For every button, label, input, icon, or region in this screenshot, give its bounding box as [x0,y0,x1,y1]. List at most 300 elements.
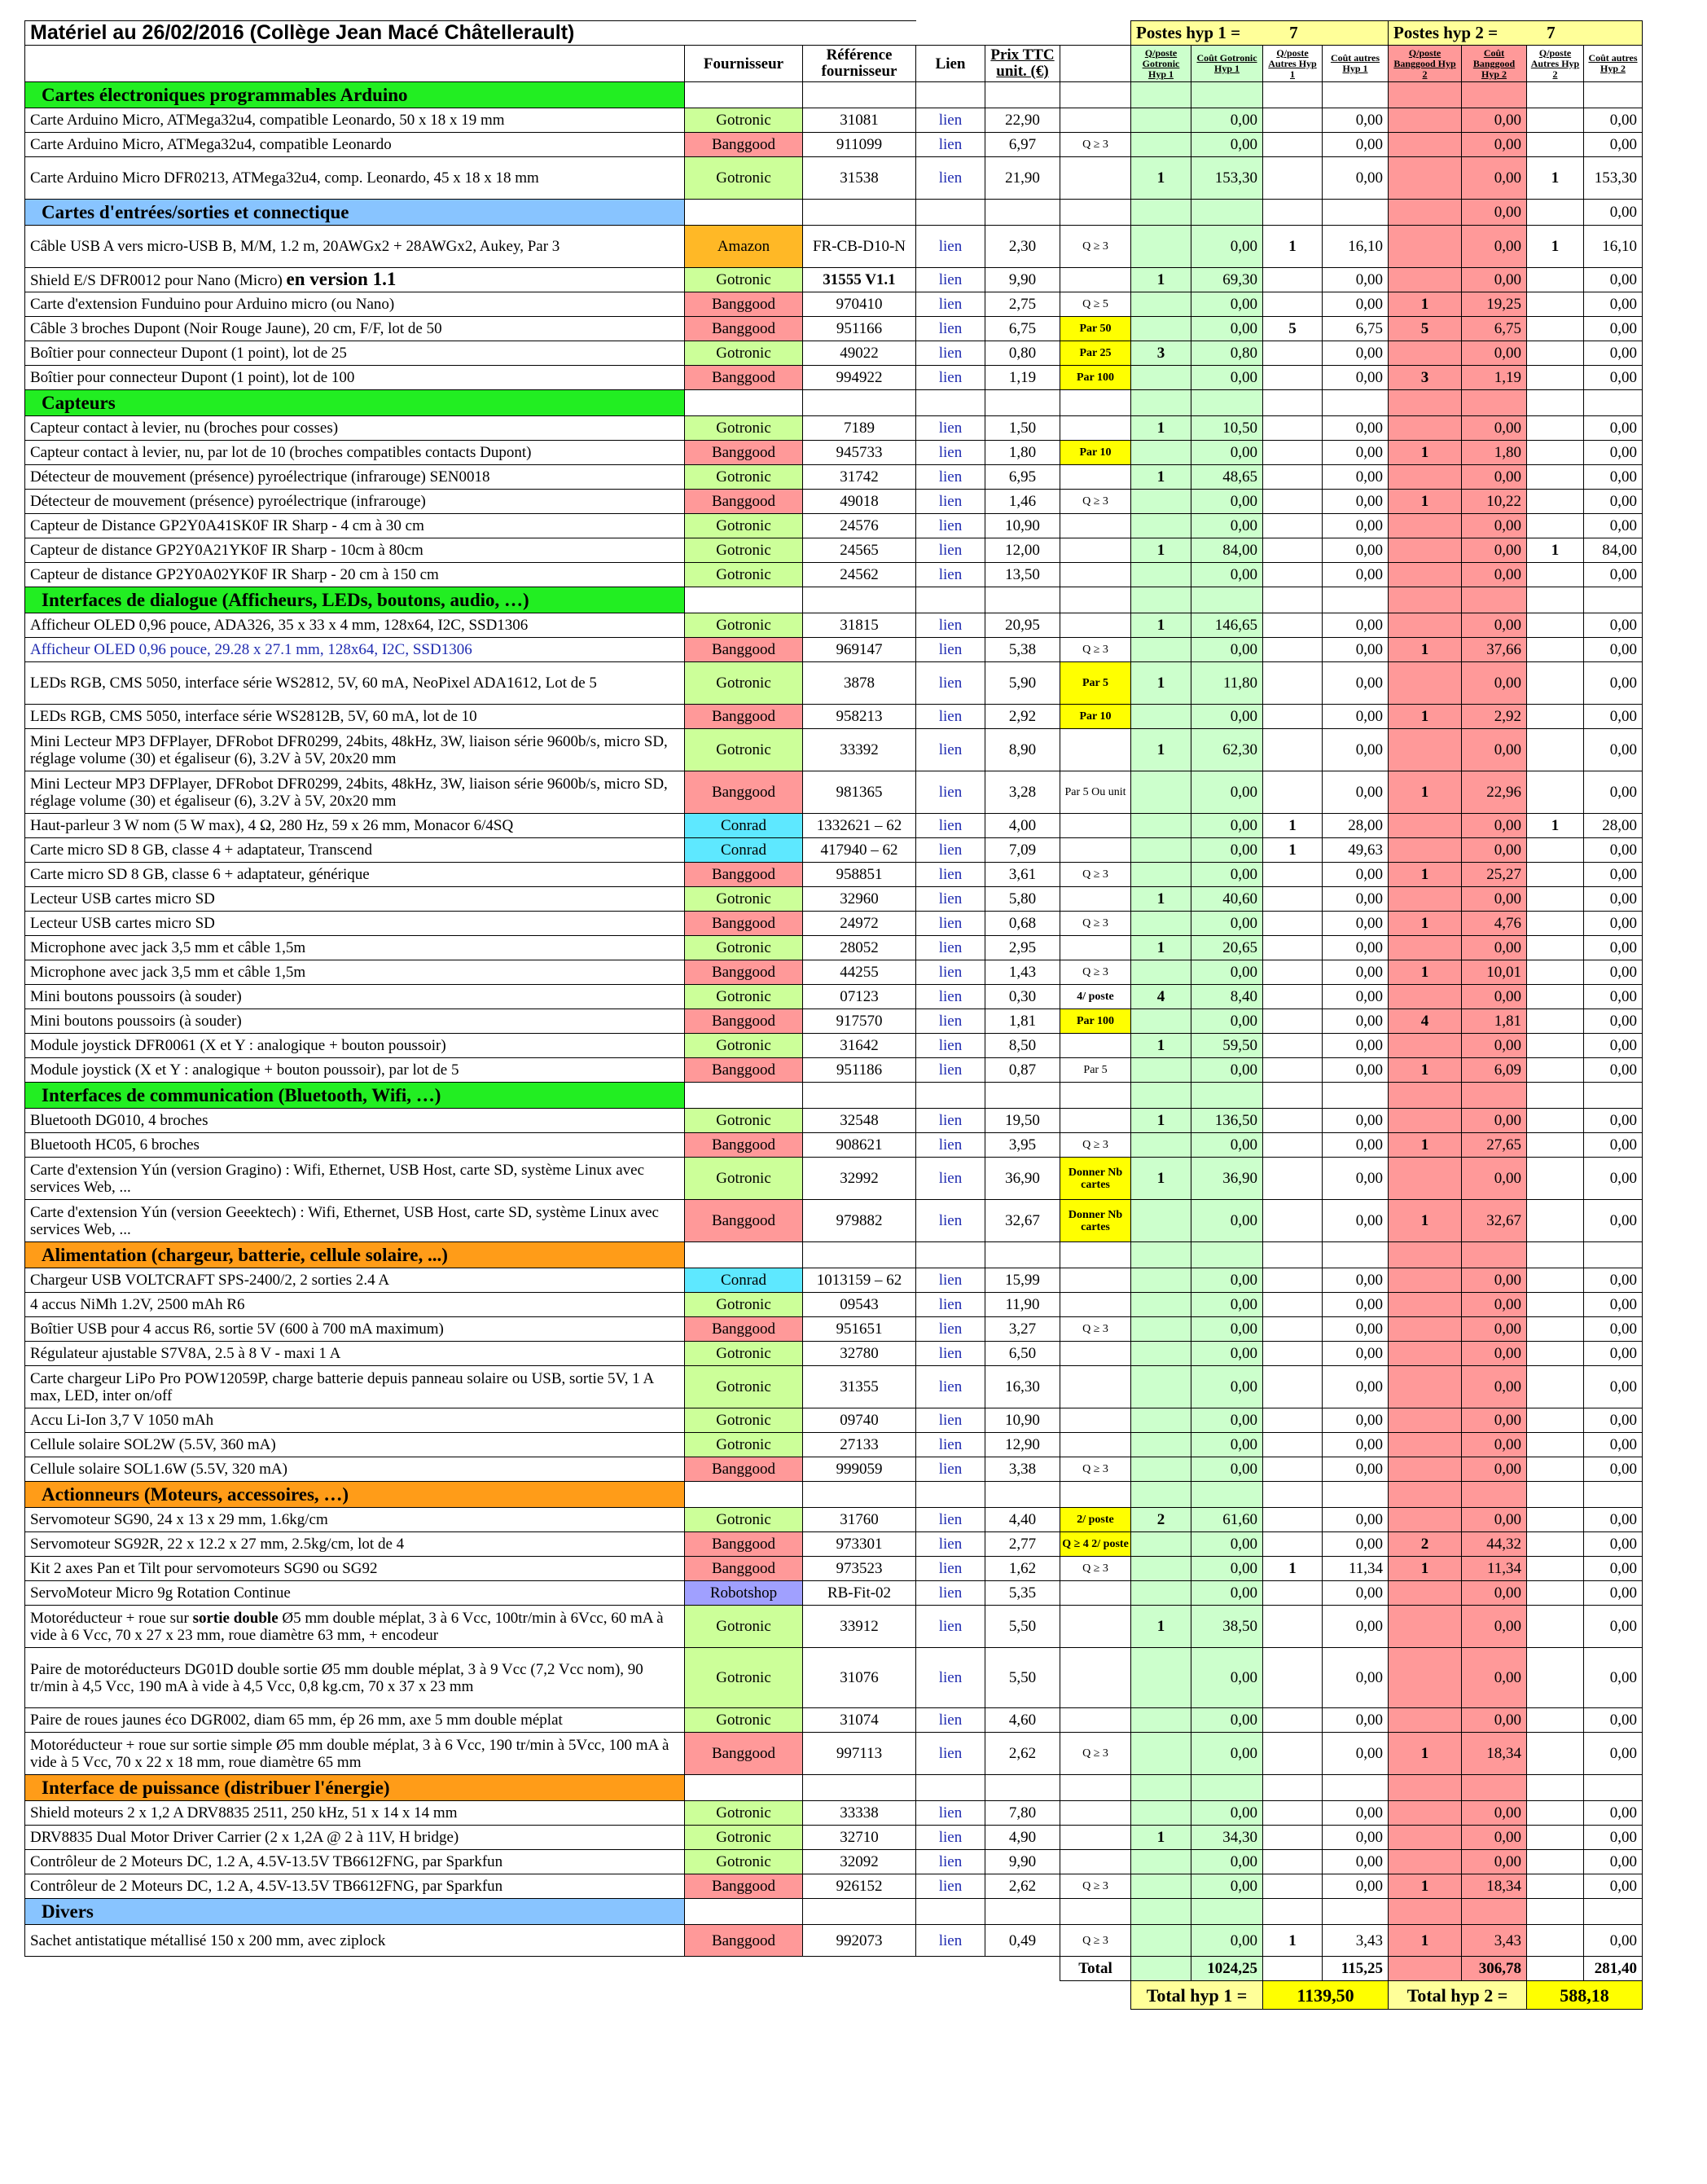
item-description [25,1826,685,1850]
q-banggood-2-cell: 1 [1389,1058,1462,1083]
category-empty-cell [1060,1899,1131,1925]
item-description-text: Module joystick (X et Y : analogique + bouton poussoir), par lot de 5 [30,1061,459,1079]
product-link[interactable]: lien [916,771,985,814]
category-empty-cell [803,82,916,108]
cout-autres-2-cell: 0,00 [1584,1850,1643,1874]
title-spacer [803,21,916,46]
q-banggood-2-cell [1389,1158,1462,1200]
q-autres-2-cell [1527,1606,1584,1648]
cout-gotronic-1-cell: 0,00 [1191,863,1263,887]
total-q-banggood-2 [1389,1957,1462,1981]
product-link[interactable]: lien [916,1268,985,1293]
q-banggood-2-cell: 1 [1389,912,1462,936]
cout-autres-1-cell: 0,00 [1323,441,1389,465]
item-description-text: Câble USB A vers micro-USB B, M/M, 1.2 m, 20AWGx2 + 28AWGx2, Aukey, Par 3 [30,238,560,255]
product-link[interactable]: lien [916,1342,985,1366]
product-link[interactable]: lien [916,1408,985,1433]
reference-cell: 992073 [803,1925,916,1957]
product-link[interactable]: lien [916,1708,985,1733]
q-autres-2-cell [1527,887,1584,912]
cout-gotronic-1-cell: 0,00 [1191,490,1263,514]
cout-gotronic-1-cell: 0,00 [1191,1293,1263,1317]
price-cell: 16,30 [985,1366,1060,1408]
product-link[interactable]: lien [916,1733,985,1775]
cout-autres-2-cell: 0,00 [1584,317,1643,341]
product-link[interactable]: lien [916,366,985,390]
item-row [25,1733,1643,1775]
cout-autres-2-cell: 0,00 [1584,936,1643,960]
q-autres-2-cell [1527,912,1584,936]
q-gotronic-1-cell [1131,1482,1191,1508]
product-link[interactable]: lien [916,1874,985,1899]
hyp2-count: 7 [1547,23,1556,42]
product-link[interactable]: lien [916,729,985,771]
cout-gotronic-1-cell: 61,60 [1191,1508,1263,1532]
cout-autres-1-cell: 0,00 [1323,1200,1389,1242]
category-title: Divers [25,1899,685,1925]
cout-autres-2-cell: 0,00 [1584,1708,1643,1733]
q-banggood-2-cell [1389,226,1462,268]
product-link[interactable]: lien [916,416,985,441]
q-banggood-2-cell [1389,1581,1462,1606]
quantity-note-cell [1060,1850,1131,1874]
price-cell: 4,90 [985,1826,1060,1850]
cout-gotronic-1-cell: 0,00 [1191,1342,1263,1366]
cout-autres-2-cell: 0,00 [1584,613,1643,638]
item-row [25,1801,1643,1826]
cout-autres-2-cell: 0,00 [1584,1606,1643,1648]
product-link[interactable]: lien [916,490,985,514]
item-row [25,1532,1643,1557]
product-link[interactable]: lien [916,1200,985,1242]
item-description [25,441,685,465]
item-row [25,1826,1643,1850]
supplier-cell: Gotronic [685,985,803,1009]
header-row [25,46,1643,82]
supplier-cell: Gotronic [685,1408,803,1433]
reference-cell: 31355 [803,1366,916,1408]
q-gotronic-1-cell [1131,441,1191,465]
cout-gotronic-1-cell: 48,65 [1191,465,1263,490]
item-description [25,638,685,662]
q-banggood-2-cell [1389,416,1462,441]
quantity-note-cell: Q ≥ 3 [1060,1733,1131,1775]
cout-autres-1-cell [1323,1775,1389,1801]
quantity-note-cell [1060,1408,1131,1433]
cout-banggood-2-cell: 22,96 [1462,771,1527,814]
cout-autres-2-cell: 0,00 [1584,1508,1643,1532]
category-empty-cell [916,1083,985,1109]
product-link[interactable]: lien [916,441,985,465]
cout-autres-1-cell [1323,1482,1389,1508]
cout-gotronic-1-cell: 0,00 [1191,317,1263,341]
q-autres-2-cell [1527,1268,1584,1293]
q-autres-1-cell [1263,1293,1323,1317]
quantity-note-cell [1060,1826,1131,1850]
product-link[interactable]: lien [916,1532,985,1557]
header-fournisseur: Fournisseur [685,46,803,82]
item-description [25,563,685,587]
product-link[interactable]: lien [916,638,985,662]
cout-autres-2-cell: 0,00 [1584,960,1643,985]
q-banggood-2-cell: 4 [1389,1009,1462,1034]
q-autres-1-cell [1263,1708,1323,1733]
q-banggood-2-cell: 1 [1389,863,1462,887]
q-gotronic-1-cell [1131,490,1191,514]
product-link[interactable]: lien [916,1366,985,1408]
cout-banggood-2-cell [1462,1775,1527,1801]
cout-autres-2-cell [1584,1899,1643,1925]
cout-banggood-2-cell: 0,00 [1462,1826,1527,1850]
product-link[interactable]: lien [916,1158,985,1200]
header-cout-banggood-2: Coût Banggood Hyp 2 [1462,46,1527,82]
q-autres-1-cell [1263,1200,1323,1242]
q-banggood-2-cell [1389,1293,1462,1317]
q-banggood-2-cell [1389,1606,1462,1648]
price-cell: 2,62 [985,1874,1060,1899]
item-description [25,863,685,887]
product-link[interactable]: lien [916,1826,985,1850]
product-link[interactable]: lien [916,1648,985,1708]
cout-banggood-2-cell [1462,587,1527,613]
cout-gotronic-1-cell: 0,00 [1191,771,1263,814]
product-link[interactable]: lien [916,1009,985,1034]
q-autres-2-cell [1527,1342,1584,1366]
reference-cell: 417940 – 62 [803,838,916,863]
item-description-text: Servomoteur SG92R, 22 x 12.2 x 27 mm, 2.5kg/cm, lot de 4 [30,1536,405,1553]
product-link[interactable]: lien [916,985,985,1009]
product-link[interactable]: lien [916,936,985,960]
item-description [25,108,685,133]
supplier-cell: Banggood [685,490,803,514]
q-autres-2-cell [1527,133,1584,157]
product-link[interactable]: lien [916,226,985,268]
q-autres-2-cell [1527,1009,1584,1034]
supplier-cell: Gotronic [685,613,803,638]
price-cell: 2,75 [985,292,1060,317]
q-banggood-2-cell [1389,1034,1462,1058]
q-gotronic-1-cell: 1 [1131,1826,1191,1850]
supplier-cell: Banggood [685,133,803,157]
supplier-cell: Banggood [685,912,803,936]
quantity-note-cell: Q ≥ 3 [1060,1925,1131,1957]
q-gotronic-1-cell: 1 [1131,887,1191,912]
product-link[interactable]: lien [916,1133,985,1158]
cout-autres-1-cell: 0,00 [1323,613,1389,638]
cout-autres-2-cell: 0,00 [1584,563,1643,587]
item-description-text: Bluetooth HC05, 6 broches [30,1136,200,1154]
category-row [25,1083,1643,1109]
cout-gotronic-1-cell: 0,00 [1191,1200,1263,1242]
cout-autres-2-cell: 0,00 [1584,1158,1643,1200]
q-gotronic-1-cell [1131,705,1191,729]
product-link[interactable]: lien [916,863,985,887]
price-cell: 19,50 [985,1109,1060,1133]
q-autres-2-cell [1527,985,1584,1009]
product-link[interactable]: lien [916,1457,985,1482]
product-link[interactable]: lien [916,1058,985,1083]
q-gotronic-1-cell: 3 [1131,341,1191,366]
supplier-cell: Gotronic [685,1606,803,1648]
q-autres-2-cell [1527,1058,1584,1083]
reference-cell: 49018 [803,490,916,514]
q-autres-1-cell [1263,1433,1323,1457]
cout-autres-2-cell: 0,00 [1584,1109,1643,1133]
product-link[interactable]: lien [916,1606,985,1648]
supplier-cell: Banggood [685,1532,803,1557]
cout-banggood-2-cell [1462,82,1527,108]
product-link[interactable]: lien [916,292,985,317]
supplier-cell: Gotronic [685,268,803,292]
q-autres-1-cell [1263,1268,1323,1293]
cout-banggood-2-cell: 0,00 [1462,936,1527,960]
cout-autres-1-cell: 0,00 [1323,1606,1389,1648]
supplier-cell: Banggood [685,1925,803,1957]
product-link[interactable]: lien [916,108,985,133]
item-description-text: Cellule solaire SOL1.6W (5.5V, 320 mA) [30,1461,287,1478]
reference-cell: 958851 [803,863,916,887]
q-gotronic-1-cell: 1 [1131,613,1191,638]
q-autres-2-cell [1527,1158,1584,1200]
product-link[interactable]: lien [916,662,985,705]
cout-autres-2-cell: 0,00 [1584,1317,1643,1342]
product-link[interactable]: lien [916,563,985,587]
cout-autres-2-cell: 0,00 [1584,912,1643,936]
quantity-note-cell: Par 10 [1060,705,1131,729]
cout-autres-1-cell: 0,00 [1323,465,1389,490]
quantity-note-cell [1060,465,1131,490]
category-empty-cell [916,1899,985,1925]
cout-gotronic-1-cell: 10,50 [1191,416,1263,441]
product-link[interactable]: lien [916,1581,985,1606]
cout-gotronic-1-cell: 0,00 [1191,1874,1263,1899]
item-description-text: Mini boutons poussoirs (à souder) [30,988,242,1005]
product-link[interactable]: lien [916,1850,985,1874]
item-description-text: Kit 2 axes Pan et Tilt pour servomoteurs SG90 ou SG92 [30,1560,378,1577]
price-cell: 22,90 [985,108,1060,133]
q-autres-1-cell: 5 [1263,317,1323,341]
product-link[interactable]: lien [916,1034,985,1058]
cout-gotronic-1-cell: 0,00 [1191,514,1263,538]
product-link[interactable]: lien [916,1293,985,1317]
product-link[interactable]: lien [916,1508,985,1532]
item-row [25,1109,1643,1133]
item-row [25,341,1643,366]
q-autres-1-cell [1263,157,1323,200]
cout-autres-1-cell: 0,00 [1323,662,1389,705]
product-link[interactable]: lien [916,1109,985,1133]
cout-gotronic-1-cell: 0,00 [1191,441,1263,465]
item-description [25,1850,685,1874]
quantity-note-cell [1060,1433,1131,1457]
product-link[interactable]: lien [916,465,985,490]
product-link[interactable]: lien [916,1433,985,1457]
cout-autres-2-cell: 0,00 [1584,887,1643,912]
category-empty-cell [685,1482,803,1508]
q-gotronic-1-cell [1131,1293,1191,1317]
product-link[interactable]: lien [916,538,985,563]
item-description-text: Carte micro SD 8 GB, classe 6 + adaptateur, générique [30,866,370,883]
supplier-cell: Banggood [685,1557,803,1581]
cout-autres-1-cell: 0,00 [1323,1581,1389,1606]
product-link[interactable]: lien [916,1801,985,1826]
q-autres-2-cell [1527,771,1584,814]
cout-autres-2-cell: 0,00 [1584,200,1643,226]
q-autres-1-cell [1263,1317,1323,1342]
product-link[interactable]: lien [916,133,985,157]
cout-banggood-2-cell [1462,1482,1527,1508]
q-autres-1-cell: 1 [1263,226,1323,268]
item-description [25,1034,685,1058]
item-description [25,1508,685,1532]
quantity-note-cell: Donner Nb cartes [1060,1200,1131,1242]
q-banggood-2-cell: 1 [1389,1874,1462,1899]
q-autres-1-cell [1263,268,1323,292]
cout-banggood-2-cell: 0,00 [1462,226,1527,268]
product-link[interactable]: lien [916,1317,985,1342]
cout-autres-2-cell: 0,00 [1584,465,1643,490]
item-description-text: Afficheur OLED 0,96 pouce, 29.28 x 27.1 mm, 128x64, I2C, SSD1306 [30,641,472,658]
product-link[interactable]: lien [916,1925,985,1957]
q-autres-2-cell: 1 [1527,538,1584,563]
reference-cell: 32092 [803,1850,916,1874]
cout-autres-2-cell: 0,00 [1584,838,1643,863]
product-link[interactable]: lien [916,960,985,985]
item-row [25,1874,1643,1899]
q-autres-1-cell [1263,1133,1323,1158]
product-link[interactable]: lien [916,317,985,341]
product-link[interactable]: lien [916,912,985,936]
item-row [25,705,1643,729]
category-empty-cell [916,390,985,416]
cout-autres-1-cell [1323,1899,1389,1925]
q-gotronic-1-cell: 1 [1131,1034,1191,1058]
cout-autres-1-cell: 0,00 [1323,729,1389,771]
product-link[interactable]: lien [916,705,985,729]
reference-cell: 28052 [803,936,916,960]
product-link[interactable]: lien [916,157,985,200]
product-link[interactable]: lien [916,268,985,292]
reference-cell: 31538 [803,157,916,200]
q-gotronic-1-cell [1131,1009,1191,1034]
q-gotronic-1-cell [1131,587,1191,613]
cout-banggood-2-cell: 0,00 [1462,1850,1527,1874]
item-description-text: Paire de roues jaunes éco DGR002, diam 65 mm, ép 26 mm, axe 5 mm double méplat [30,1712,563,1729]
q-autres-2-cell [1527,1801,1584,1826]
product-link[interactable]: lien [916,887,985,912]
cout-banggood-2-cell: 2,92 [1462,705,1527,729]
q-gotronic-1-cell [1131,1408,1191,1433]
reference-cell: 981365 [803,771,916,814]
q-gotronic-1-cell [1131,1366,1191,1408]
price-cell: 9,90 [985,1850,1060,1874]
cout-banggood-2-cell: 11,34 [1462,1557,1527,1581]
item-description [25,1801,685,1826]
q-autres-2-cell [1527,1083,1584,1109]
materials-table [24,20,1643,2010]
category-empty-cell [985,1083,1060,1109]
reference-cell: 31760 [803,1508,916,1532]
product-link[interactable]: lien [916,814,985,838]
quantity-note-cell [1060,887,1131,912]
q-banggood-2-cell [1389,465,1462,490]
item-description-text: Cellule solaire SOL2W (5.5V, 360 mA) [30,1436,276,1453]
reference-cell: 31642 [803,1034,916,1058]
q-gotronic-1-cell [1131,108,1191,133]
q-gotronic-1-cell [1131,1268,1191,1293]
reference-cell: FR-CB-D10-N [803,226,916,268]
cout-autres-2-cell: 0,00 [1584,108,1643,133]
cout-banggood-2-cell: 0,00 [1462,157,1527,200]
price-cell: 20,95 [985,613,1060,638]
category-empty-cell [1060,1775,1131,1801]
cout-banggood-2-cell: 27,65 [1462,1133,1527,1158]
q-banggood-2-cell [1389,538,1462,563]
cout-gotronic-1-cell: 0,00 [1191,1733,1263,1775]
q-autres-1-cell [1263,1606,1323,1648]
price-cell: 3,28 [985,771,1060,814]
cout-autres-2-cell: 0,00 [1584,863,1643,887]
cout-gotronic-1-cell [1191,1242,1263,1268]
cout-autres-2-cell: 0,00 [1584,1133,1643,1158]
cout-gotronic-1-cell: 0,00 [1191,108,1263,133]
cout-gotronic-1-cell: 0,00 [1191,638,1263,662]
cout-autres-2-cell: 153,30 [1584,157,1643,200]
q-banggood-2-cell: 3 [1389,366,1462,390]
item-description-text: Carte chargeur LiPo Pro POW12059P, charge batterie depuis panneau solaire ou USB, sortie 5V, 1 A max, LED, inter on/off [30,1369,654,1404]
q-autres-1-cell [1263,1581,1323,1606]
product-link[interactable]: lien [916,613,985,638]
item-description-text: Paire de motoréducteurs DG01D double sortie Ø5 mm double méplat, 3 à 9 Vcc (7,2 Vcc nom), 90 tr/min à 4,5 Vcc, 190 mA à vide à 4,5 Vcc, 0,8 kg.cm, 70 x 37 x 23 mm [30,1660,643,1695]
cout-autres-1-cell [1323,1083,1389,1109]
product-link[interactable]: lien [916,1557,985,1581]
product-link[interactable]: lien [916,838,985,863]
cout-autres-2-cell [1584,390,1643,416]
supplier-cell: Banggood [685,863,803,887]
q-autres-2-cell [1527,1109,1584,1133]
total-cout-autres-1: 115,25 [1323,1957,1389,1981]
q-banggood-2-cell [1389,985,1462,1009]
product-link[interactable]: lien [916,514,985,538]
cout-gotronic-1-cell: 20,65 [1191,936,1263,960]
category-empty-cell [1060,1083,1131,1109]
cout-banggood-2-cell: 19,25 [1462,292,1527,317]
cout-autres-1-cell: 3,43 [1323,1925,1389,1957]
q-banggood-2-cell [1389,133,1462,157]
q-gotronic-1-cell: 1 [1131,538,1191,563]
q-autres-2-cell [1527,1457,1584,1482]
item-description [25,814,685,838]
cout-banggood-2-cell: 0,00 [1462,985,1527,1009]
cout-gotronic-1-cell: 8,40 [1191,985,1263,1009]
quantity-note-cell: 4/ poste [1060,985,1131,1009]
item-row [25,912,1643,936]
item-description-text: Shield moteurs 2 x 1,2 A DRV8835 2511, 250 kHz, 51 x 14 x 14 mm [30,1804,458,1821]
supplier-cell: Banggood [685,960,803,985]
q-autres-1-cell [1263,1058,1323,1083]
price-cell: 5,90 [985,662,1060,705]
q-banggood-2-cell [1389,1317,1462,1342]
q-gotronic-1-cell: 1 [1131,662,1191,705]
price-cell: 10,90 [985,514,1060,538]
price-cell: 3,27 [985,1317,1060,1342]
title-gap [916,21,1131,46]
cout-gotronic-1-cell [1191,200,1263,226]
product-link[interactable]: lien [916,341,985,366]
q-banggood-2-cell: 1 [1389,1733,1462,1775]
cout-banggood-2-cell: 0,00 [1462,814,1527,838]
cout-autres-2-cell: 0,00 [1584,638,1643,662]
